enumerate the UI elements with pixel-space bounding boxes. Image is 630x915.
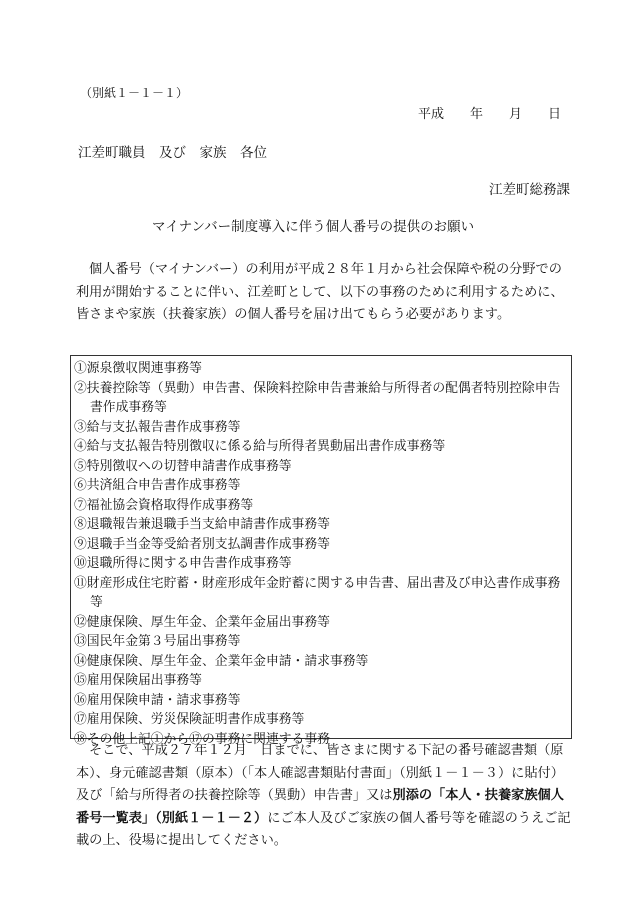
purpose-item: ③給与支払報告書作成事務等 [74, 419, 241, 435]
closing-text-bold: 別添の「本人・扶養家族個人番号一覧表」（別紙１－１－２） [76, 788, 564, 826]
closing-text-1: そこで、平成２７年１２月 日までに、皆さまに関する下記の番号確認書類（原本）、身元確認書類（原本）（「本人確認書類貼付書面」（別紙１－１－３）に貼付）及び「給与所得者の扶養控除等（異動）申告書」又は [76, 743, 564, 803]
purpose-item: ②扶養控除等（異動）申告書、保険料控除申告書兼給与所得者の配偶者特別控除申告書作成事務等 [74, 380, 561, 415]
purpose-item: ⑦福祉協会資格取得作成事務等 [74, 497, 254, 513]
purpose-item: ⑰雇用保険、労災保険証明書作成事務等 [74, 712, 305, 727]
purpose-item: ⑧退職報告兼退職手当支給申請書作成事務等 [74, 517, 330, 532]
closing-text-2: にご本人及びご家族の個人番号等を確認のうえご記載の上、役場に提出してください。 [76, 810, 571, 848]
recipient-line: 江差町職員 及び 家族 各位 [78, 145, 267, 161]
date-line: 平成 年 月 日 [418, 107, 562, 122]
purpose-item: ⑩退職所得に関する申告書作成事務等 [74, 556, 292, 571]
purpose-item: ⑬国民年金第３号届出事務等 [74, 634, 241, 649]
purpose-item: ①源泉徴収関連事務等 [74, 361, 202, 376]
intro-paragraph: 個人番号（マイナンバー）の利用が平成２８年１月から社会保障や税の分野での利用が開始することに伴い、江差町として、以下の事務のために利用するために、皆さまや家族（扶養家族）の個人番号を届け出てもらう必要があります。 [76, 262, 564, 322]
purpose-item: ⑱その他上記①から⑰の事務に関連する事務 [74, 731, 330, 747]
purpose-item: ⑭健康保険、厚生年金、企業年金申請・請求事務等 [74, 653, 369, 669]
purpose-item: ⑯雇用保険申請・請求事務等 [74, 692, 241, 708]
purpose-item: ⑮雇用保険届出事務等 [74, 673, 202, 688]
purpose-item: ④給与支払報告特別徴収に係る給与所得者異動届出書作成事務等 [74, 439, 446, 454]
purpose-item: ⑫健康保険、厚生年金、企業年金届出事務等 [74, 614, 330, 630]
purpose-list-box [70, 355, 572, 747]
purpose-item: ⑥共済組合申告書作成事務等 [74, 478, 241, 493]
document-title: マイナンバー制度導入に伴う個人番号の提供のお願い [152, 219, 475, 235]
sender-line: 江差町総務課 [489, 182, 570, 198]
attachment-label: （別紙１－１－１） [80, 86, 189, 100]
purpose-item: ⑤特別徴収への切替申請書作成事務等 [74, 458, 292, 474]
closing-paragraph [76, 740, 574, 853]
purpose-item: ⑨退職手当金等受給者別支払調書作成事務等 [74, 536, 330, 552]
purpose-list [74, 359, 569, 749]
purpose-item: ⑪財産形成住宅貯蓄・財産形成年金貯蓄に関する申告書、届出書及び申込書作成事務等 [74, 575, 561, 610]
